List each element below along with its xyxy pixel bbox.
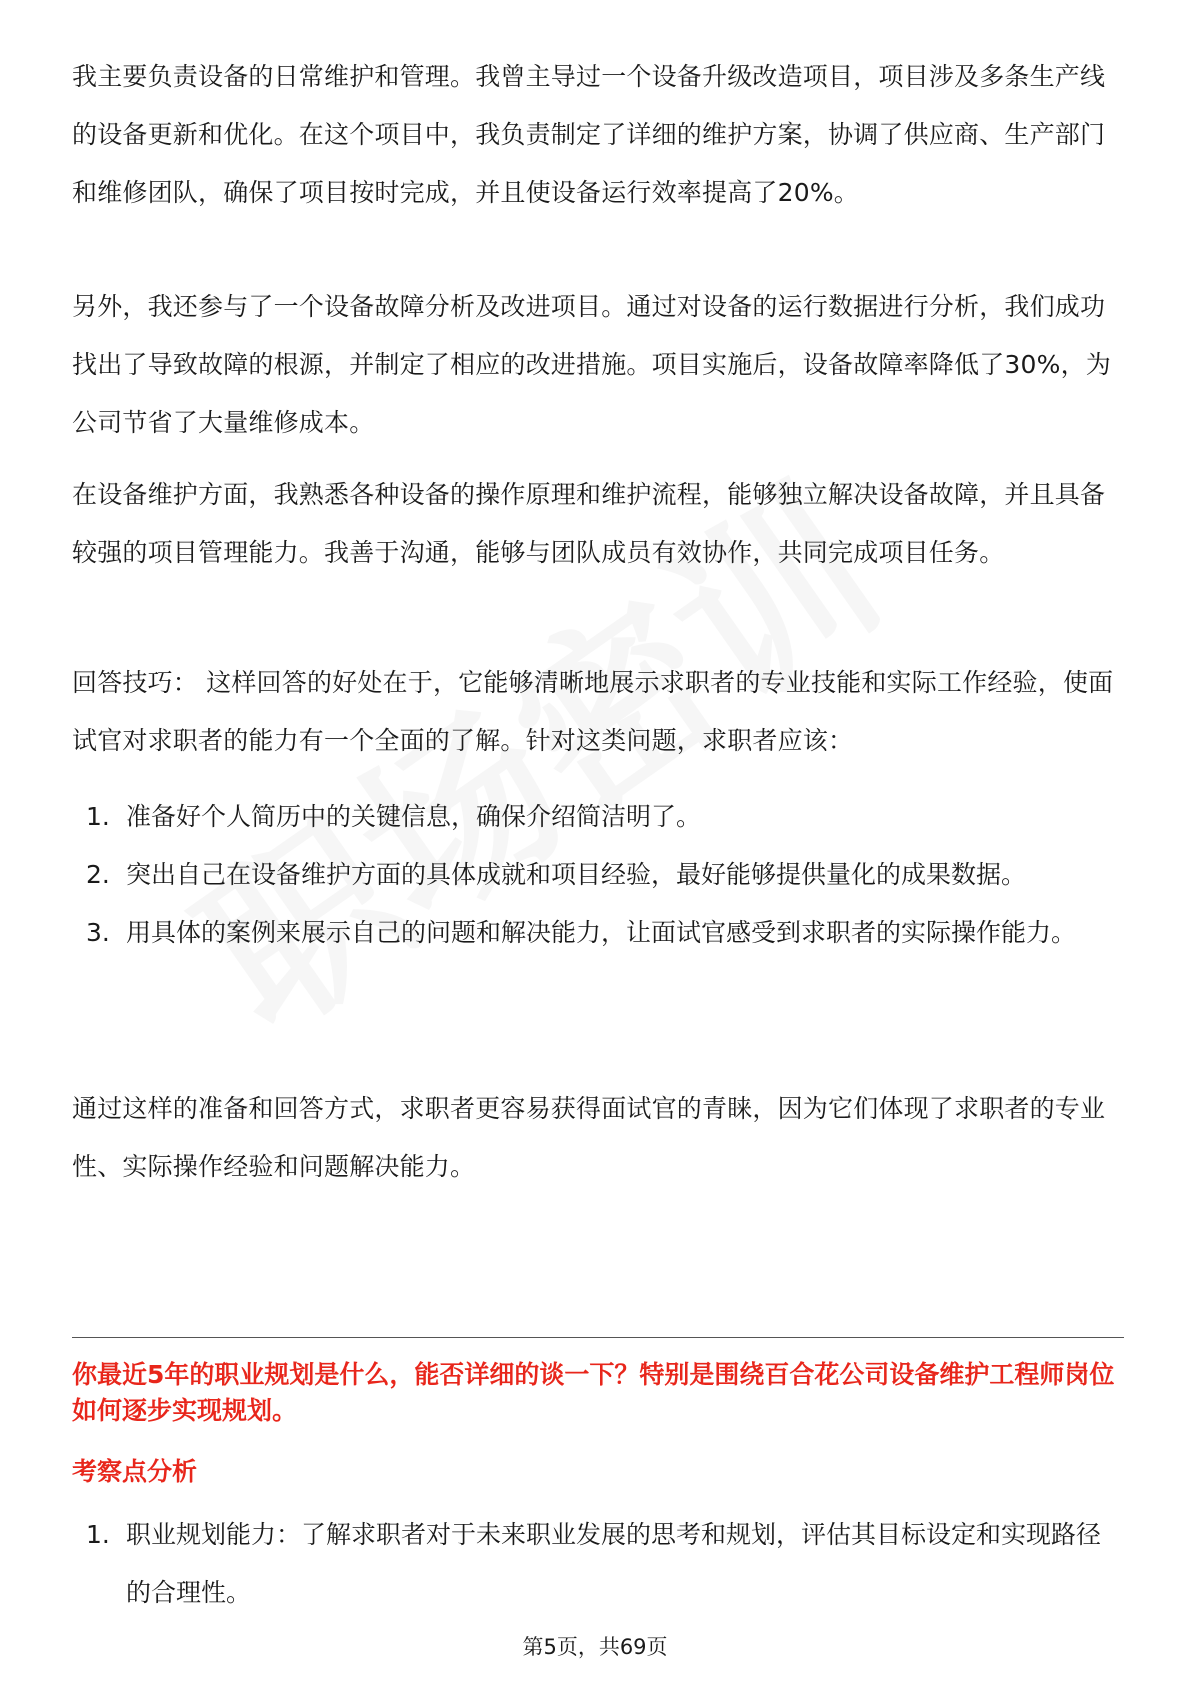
paragraph-fault-analysis: 另外，我还参与了一个设备故障分析及改进项目。通过对设备的运行数据进行分析，我们成功找出了导致故障的根源，并制定了相应的改进措施。项目实施后，设备故障率降低了30%，为公司节省了大量维修成本。	[72, 292, 1111, 437]
interview-question: 你最近5年的职业规划是什么，能否详细的谈一下？特别是围绕百合花公司设备维护工程师岗位如何逐步实现规划。	[72, 1360, 1115, 1425]
list-item-text: 突出自己在设备维护方面的具体成就和项目经验，最好能够提供量化的成果数据。	[126, 860, 1027, 889]
list-number: 3.	[86, 918, 110, 947]
list-number: 2.	[86, 860, 110, 889]
analysis-list	[72, 1506, 1124, 1622]
paragraph-closing: 通过这样的准备和回答方式，求职者更容易获得面试官的青睐，因为它们体现了求职者的专业性、实际操作经验和问题解决能力。	[72, 1094, 1106, 1181]
paragraph-answer-tips: 回答技巧： 这样回答的好处在于，它能够清晰地展示求职者的专业技能和实际工作经验，使面试官对求职者的能力有一个全面的了解。针对这类问题，求职者应该：	[72, 668, 1114, 755]
list-item	[72, 846, 1124, 904]
section-divider	[72, 1337, 1124, 1338]
tips-list	[72, 788, 1124, 962]
list-item	[72, 788, 1124, 846]
list-item-text: 职业规划能力：了解求职者对于未来职业发展的思考和规划，评估其目标设定和实现路径的合理性。	[126, 1520, 1102, 1607]
list-number: 1.	[86, 1520, 110, 1549]
analysis-heading: 考察点分析	[72, 1457, 198, 1486]
list-item	[72, 904, 1124, 962]
paragraph-maintenance-skills: 在设备维护方面，我熟悉各种设备的操作原理和维护流程，能够独立解决设备故障，并且具备较强的项目管理能力。我善于沟通，能够与团队成员有效协作，共同完成项目任务。	[72, 480, 1106, 567]
list-item-text: 准备好个人简历中的关键信息，确保介绍简洁明了。	[126, 802, 702, 831]
page-number-footer: 第5页，共69页	[522, 1635, 668, 1659]
list-number: 1.	[86, 802, 110, 831]
paragraph-project-experience: 我主要负责设备的日常维护和管理。我曾主导过一个设备升级改造项目，项目涉及多条生产线的设备更新和优化。在这个项目中，我负责制定了详细的维护方案，协调了供应商、生产部门和维修团队，确保了项目按时完成，并且使设备运行效率提高了20%。	[72, 62, 1106, 207]
list-item	[72, 1506, 1124, 1622]
list-item-text: 用具体的案例来展示自己的问题和解决能力，让面试官感受到求职者的实际操作能力。	[126, 918, 1077, 947]
